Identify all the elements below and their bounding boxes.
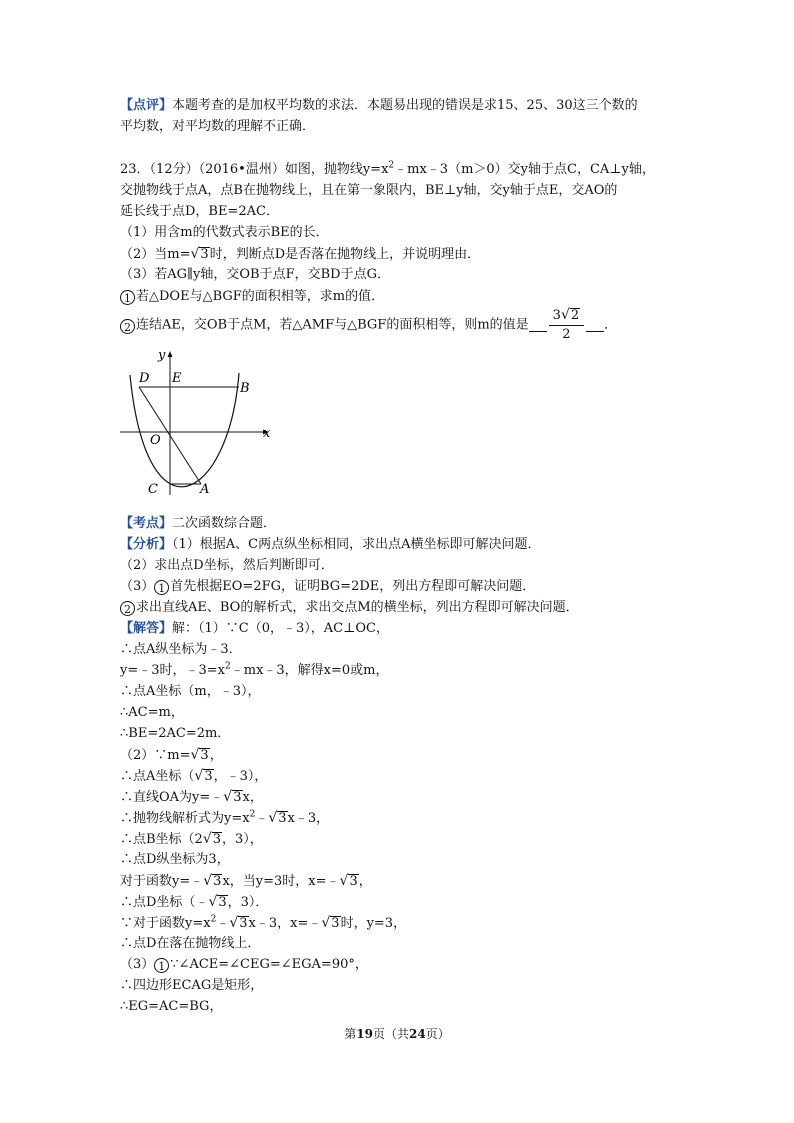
problem-sub-1 (120, 288, 384, 306)
sqrt-icon: √ (268, 810, 278, 826)
page-number: 19 (356, 1027, 373, 1041)
sqrt-icon: √ (203, 873, 213, 889)
solution-text: ，﹣3）， (213, 769, 268, 784)
solution-text: ﹣ (255, 811, 269, 826)
problem-text: ﹣mx﹣3（m＞0）交y轴于点C，CA⊥y轴， (394, 162, 655, 177)
solution-text: ∴点D坐标（﹣ (120, 895, 209, 910)
solution-text: ∴点A坐标（ (120, 769, 195, 784)
problem-text: （2）当m= (120, 247, 191, 262)
solution-text: ，3）， (222, 832, 263, 847)
kaodian-text: 二次函数综合题． (172, 516, 277, 531)
solution-line-5: ∴AC=m， (120, 705, 184, 720)
problem-text: 连结AE，交OB于点M，若△AMF与△BGF的面积相等，则m的值是 (136, 317, 529, 333)
solution-text: y=﹣3时，﹣3=x (120, 663, 226, 678)
solution-text: x﹣3，x=﹣ (248, 916, 322, 931)
solution-text: ∴直线OA为y=﹣ (120, 790, 224, 805)
solution-line-18: ∴四边形ECAG是矩形， (120, 978, 264, 993)
fenxi-line-4 (120, 599, 579, 617)
solution-line-19: ∴EG=AC=BG， (120, 999, 223, 1014)
circled-number: 2 (120, 601, 135, 616)
solution-text: ∵∠ACE=∠CEG=∠EGA=90°， (170, 957, 368, 972)
solution-text: ， (358, 874, 372, 889)
radicand: 3 (331, 916, 340, 931)
problem-text: 若△DOE与△BGF的面积相等，求m的值． (136, 289, 385, 304)
solution-text: 时，y=3， (340, 916, 407, 931)
fenxi-tag: 【分析】 (120, 537, 173, 552)
sqrt-icon: √ (229, 915, 239, 931)
solution-text: x﹣3， (287, 811, 330, 826)
label-E: E (172, 371, 182, 386)
fenxi-line-1 (120, 536, 541, 554)
problem-line-3: 延长线于点D，BE=2AC． (120, 204, 279, 219)
solution-line-16: ∴点D在落在抛物线上． (120, 936, 261, 951)
solution-line-11 (120, 830, 263, 849)
fenxi-text: 首先根据EO=2FG，证明BG=2DE，列出方程即可解决问题． (170, 579, 536, 594)
exponent: 2 (225, 661, 231, 672)
sqrt-icon: √ (208, 894, 218, 910)
solution-line-15 (120, 914, 406, 933)
solution-line-10 (120, 809, 329, 828)
comment-line-1 (120, 97, 638, 115)
answer-numerator-coef: 3 (552, 308, 561, 323)
kaodian-line (120, 515, 276, 533)
solution-line-9 (120, 788, 263, 807)
solution-line-6: ∴BE=2AC=2m． (120, 726, 231, 741)
fenxi-text: （3） (120, 579, 155, 594)
problem-part-3: （3）若AG∥y轴，交OB于点F，交BD于点G． (120, 267, 390, 282)
radicand: 3 (213, 874, 222, 889)
answer-fraction (549, 306, 584, 344)
sqrt-icon: √ (202, 831, 212, 847)
radicand: 3 (278, 811, 287, 826)
solution-text: ∵对于函数y=x (120, 916, 211, 931)
radicand: 3 (204, 769, 213, 784)
problem-text: 时，判断点D是否落在抛物线上，并说明理由． (209, 247, 481, 262)
sqrt-icon: √ (223, 789, 233, 805)
label-B: B (240, 381, 250, 396)
fenxi-text: 求出直线AE、BO的解析式，求出交点M的横坐标，列出方程即可解决问题． (136, 600, 579, 615)
fenxi-line-3 (120, 578, 535, 596)
label-y: y (158, 348, 166, 363)
answer-blank-right (586, 331, 604, 332)
solution-text: （3） (120, 957, 155, 972)
problem-part-2 (120, 245, 480, 264)
solution-line-7 (120, 746, 223, 765)
solution-line-8 (120, 767, 267, 786)
problem-text: 23．（12分）（2016•温州）如图，抛物线y=x (120, 162, 389, 177)
solution-text: 解：（1）∵C（0，﹣3），AC⊥OC， (172, 621, 389, 636)
footer-text: 页（共 (372, 1027, 409, 1041)
radicand: 3 (233, 790, 242, 805)
sqrt-icon: √ (190, 246, 200, 262)
circled-number: 1 (154, 958, 169, 973)
total-pages: 24 (409, 1027, 426, 1041)
comment-line-2: 平均数，对平均数的理解不正确． (120, 119, 316, 134)
sqrt-icon: √ (190, 747, 200, 763)
circled-number: 2 (120, 319, 135, 334)
parabola-curve (130, 373, 239, 487)
solution-text: x， (242, 790, 263, 805)
comment-tag: 【点评】 (120, 98, 173, 113)
solution-text: （2）∵m= (120, 748, 191, 763)
footer-text: 第 (344, 1027, 357, 1041)
footer-text: 页） (425, 1027, 450, 1041)
exponent: 2 (249, 809, 256, 820)
solution-line-4: ∴点A坐标（m，﹣3）， (120, 684, 261, 699)
parabola-figure (118, 345, 278, 500)
answer-denominator: 2 (562, 327, 571, 342)
solution-text: ， (209, 748, 223, 763)
solution-line-3 (120, 662, 389, 680)
exponent: 2 (210, 914, 217, 925)
y-axis-arrow-icon (168, 351, 173, 357)
label-C: C (148, 482, 158, 497)
fenxi-text: （1）根据A、C两点纵坐标相同，求出点A横坐标即可解决问题． (172, 537, 541, 552)
page-footer (0, 1025, 794, 1042)
solution-line-17 (120, 956, 368, 974)
solution-text: ﹣mx﹣3，解得x=0或m， (230, 663, 389, 678)
radicand: 3 (239, 916, 248, 931)
answer-radicand: 2 (570, 308, 580, 323)
radicand: 3 (212, 832, 222, 847)
radicand: 3 (349, 874, 358, 889)
solution-text: ∴抛物线解析式为y=x (120, 811, 250, 826)
radicand: 3 (200, 247, 209, 262)
sqrt-icon: √ (560, 307, 570, 323)
solution-text: ∴点B坐标（2 (120, 832, 203, 847)
label-O: O (150, 433, 161, 448)
fenxi-line-2: （2）求出点D坐标，然后判断即可． (120, 558, 334, 573)
solution-text: 对于函数y=﹣ (120, 874, 204, 889)
circled-number: 1 (120, 290, 135, 305)
radicand: 3 (218, 895, 227, 910)
problem-line-2: 交抛物线于点A，点B在抛物线上，且在第一象限内，BE⊥y轴，交y轴于点E，交AO的 (120, 183, 618, 198)
exponent: 2 (388, 160, 395, 171)
solution-line-12: ∴点D纵坐标为3， (120, 852, 230, 867)
problem-line-1 (120, 161, 655, 179)
label-D: D (139, 371, 150, 386)
solution-line-2: ∴点A纵坐标为﹣3． (120, 642, 242, 657)
sqrt-icon: √ (321, 915, 331, 931)
problem-text: ． (604, 317, 618, 333)
comment-text-1: 本题考查的是加权平均数的求法．本题易出现的错误是求15、25、30这三个数的 (172, 98, 638, 113)
solution-text: x，当y=3时，x=﹣ (222, 874, 340, 889)
solution-text: ﹣ (216, 916, 230, 931)
sqrt-icon: √ (194, 768, 204, 784)
label-x: x (263, 426, 271, 441)
problem-part-1: （1）用含m的代数式表示BE的长． (120, 225, 329, 240)
answer-blank-left (529, 331, 547, 332)
solution-line-1 (120, 620, 389, 638)
kaodian-tag: 【考点】 (120, 516, 173, 531)
solution-text: ，3）． (227, 895, 269, 910)
jieda-tag: 【解答】 (120, 621, 173, 636)
label-A: A (200, 482, 210, 497)
problem-sub-2 (120, 306, 617, 344)
solution-line-13 (120, 872, 372, 891)
solution-line-14 (120, 893, 268, 912)
radicand: 3 (200, 748, 209, 763)
circled-number: 1 (154, 580, 169, 595)
sqrt-icon: √ (339, 873, 349, 889)
